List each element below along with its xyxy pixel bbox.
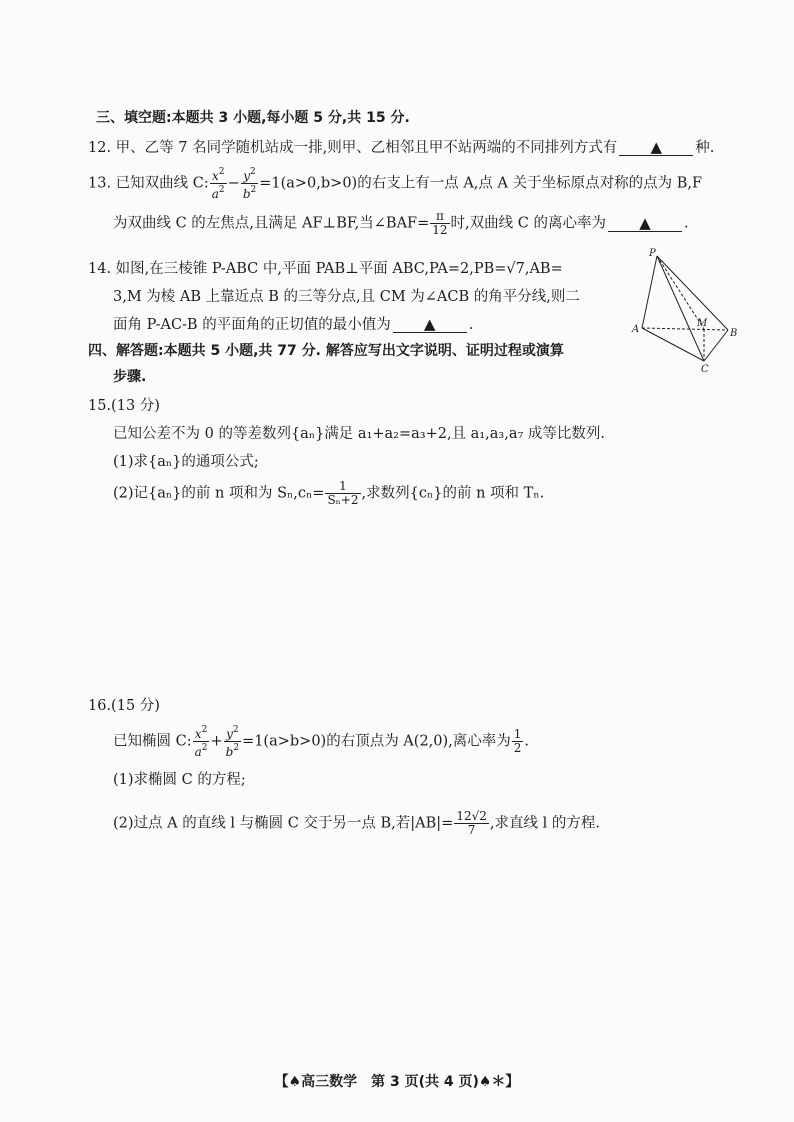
question-13-line-2: 为双曲线 C 的左焦点,且满足 AF⊥BF,当∠BAF= $\frac{\pi}{12}$ 时,双曲线 C 的离心率为 ▲ .: [113, 209, 689, 237]
label-P: P: [649, 248, 656, 259]
page-footer: 【♠高三数学 第 3 页(共 4 页)♠＊】: [274, 1074, 520, 1090]
question-15-part-1: (1)求{aₙ}的通项公式;: [113, 454, 259, 470]
q13-lead: 13. 已知双曲线 C:: [88, 175, 209, 192]
q12-tail: 种.: [695, 140, 715, 156]
fraction-1-over-sn-plus-2: $\frac{1}{\text{Sₙ+2}}$: [327, 479, 359, 507]
section-3-heading: 三、填空题:本题共 3 小题,每小题 5 分,共 15 分.: [96, 110, 410, 126]
question-15-header: 15.(13 分): [88, 398, 160, 414]
q12-text: 12. 甲、乙等 7 名同学随机站成一排,则甲、乙相邻且甲不站两端的不同排列方式有: [88, 140, 618, 156]
question-15-stem: 已知公差不为 0 的等差数列{aₙ}满足 a₁+a₂=a₃+2,且 a₁,a₃,a₇ 成等比数列.: [113, 426, 605, 442]
label-A: A: [632, 324, 640, 335]
fraction-pi-12: $\frac{\pi}{12}$: [432, 209, 448, 237]
fraction-eccentricity: $\frac{1}{2}$: [513, 727, 522, 755]
tetrahedron-figure: [630, 244, 746, 374]
section-4-heading-line-2: 步骤.: [113, 369, 147, 385]
q13-line2a: 为双曲线 C 的左焦点,且满足 AF⊥BF,当∠BAF=: [113, 215, 430, 232]
triangle-icon: ▲: [423, 315, 436, 333]
question-12: [88, 136, 714, 157]
label-M: M: [697, 318, 708, 329]
fraction-y2-b2: $\frac{y^2}{b^2}$: [225, 725, 240, 759]
fraction-ab-length: $\frac{12√2}{7}$: [456, 809, 487, 837]
question-16-stem: 已知椭圆 C: $\frac{x^2}{a^2}$ + $\frac{y^2}{b^2}$ =1(a>b>0)的右顶点为 A(2,0),离心率为 $\frac{1}{2}$ .: [113, 725, 530, 759]
question-14-line-3: 面角 P-AC-B 的平面角的正切值的最小值为 ▲ .: [113, 315, 474, 333]
q13-line2b: 时,双曲线 C 的离心率为: [450, 215, 606, 232]
question-14-line-1: 14. 如图,在三棱锥 P-ABC 中,平面 PAB⊥平面 ABC,PA=2,PB=√7,AB=: [88, 261, 563, 277]
label-C: C: [701, 364, 709, 374]
fraction-y2-b2: $\frac{y^2}{b^2}$: [242, 167, 257, 201]
answer-blank: [608, 213, 682, 232]
label-B: B: [730, 328, 738, 339]
question-13: 13. 已知双曲线 C: $\frac{x^2}{a^2}$ − $\frac{y^2}{b^2}$ =1(a>0,b>0)的右支上有一点 A,点 A 关于坐标原点对称的点为 B,F: [88, 167, 703, 201]
question-16-header: 16.(15 分): [88, 698, 160, 714]
fraction-x2-a2: $\frac{x^2}{a^2}$: [211, 167, 225, 201]
question-16-part-1: (1)求椭圆 C 的方程;: [113, 772, 246, 788]
q13-condition: =1(a>0,b>0)的右支上有一点 A,点 A 关于坐标原点对称的点为 B,F: [259, 175, 703, 192]
fraction-x2-a2: $\frac{x^2}{a^2}$: [194, 725, 208, 759]
question-16-part-2: (2)过点 A 的直线 l 与椭圆 C 交于另一点 B,若|AB|= $\frac{12√2}{7}$ ,求直线 l 的方程.: [113, 809, 600, 837]
answer-blank: [393, 317, 467, 333]
question-15-part-2: (2)记{aₙ}的前 n 项和为 Sₙ,cₙ= $\frac{1}{\text{Sₙ+2}}$ ,求数列{cₙ}的前 n 项和 Tₙ.: [113, 479, 545, 507]
triangle-icon: ▲: [650, 138, 662, 156]
question-14-line-2: 3,M 为棱 AB 上靠近点 B 的三等分点,且 CM 为∠ACB 的角平分线,则二: [113, 289, 580, 305]
triangle-icon: ▲: [639, 213, 651, 232]
answer-blank: [619, 140, 693, 156]
section-4-heading: 四、解答题:本题共 5 小题,共 77 分. 解答应写出文字说明、证明过程或演算: [88, 343, 564, 359]
